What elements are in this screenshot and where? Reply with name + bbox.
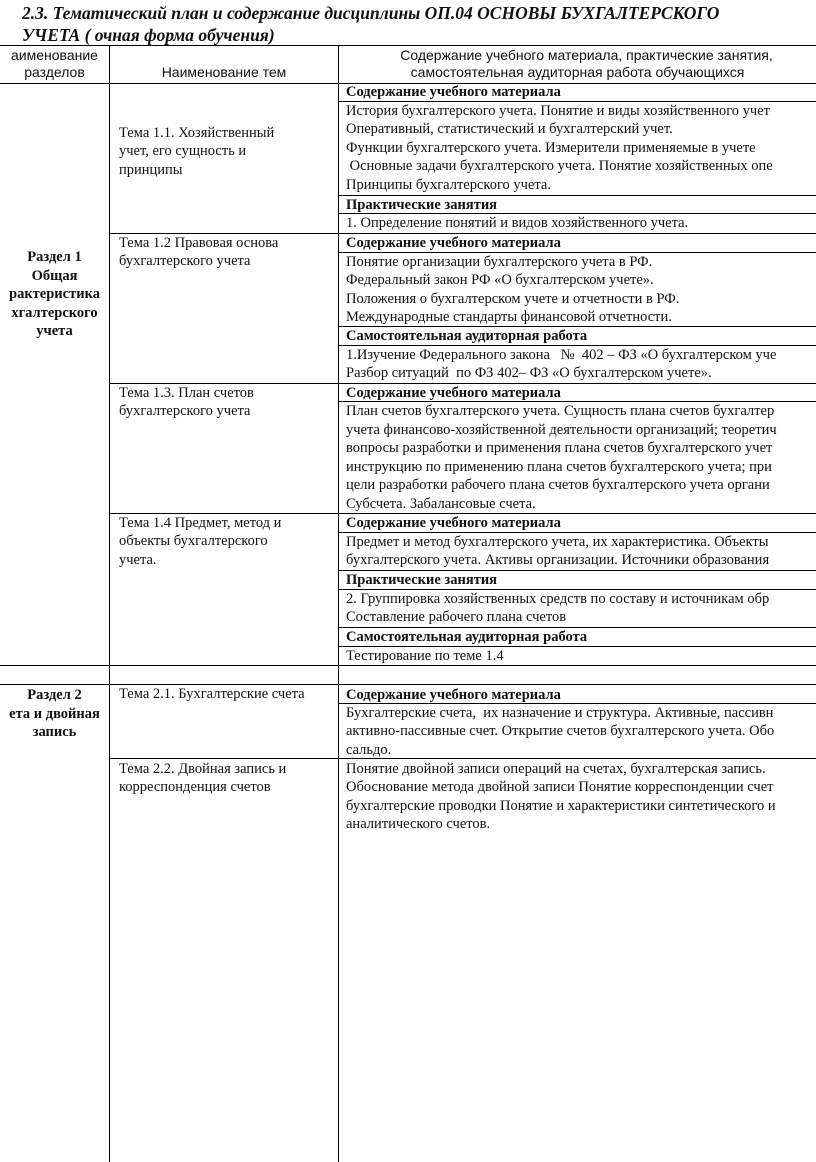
section-1-label — [0, 248, 109, 341]
block-lines — [346, 346, 816, 383]
header-col-content-line: самостоятельная аудиторная работа обучающихся — [410, 64, 745, 80]
block-lines — [346, 590, 816, 627]
content-line: 2. Группировка хозяйственных средств по составу и источникам обр — [346, 591, 770, 607]
block-lines — [346, 102, 816, 194]
section-label-line: хгалтерского — [11, 304, 98, 321]
table-vline-1 — [109, 45, 110, 1162]
section-2-label — [0, 686, 109, 742]
content-line: Понятие организации бухгалтерского учета в РФ. — [346, 254, 653, 270]
topic-name-line: Тема 1.2 Правовая основа — [119, 235, 279, 251]
block-heading: Содержание учебного материала — [346, 235, 561, 251]
content-line: бухгалтерского учета. Активы организации. Источники образования — [346, 552, 770, 569]
content-line: Предмет и метод бухгалтерского учета, их характеристика. Объекты — [346, 534, 769, 550]
content-line: Составление рабочего плана счетов — [346, 609, 567, 626]
header-col-sections-line: разделов — [24, 64, 85, 80]
content-line: учета финансово-хозяйственной деятельности организаций; теоретич — [346, 421, 777, 438]
block-lines — [346, 214, 816, 232]
topic-name-line: Тема 1.1. Хозяйственный — [119, 125, 275, 141]
section-label-line: Раздел 2 — [27, 687, 82, 703]
section-label-line: Общая — [31, 267, 78, 284]
block-heading: Практические занятия — [346, 572, 498, 588]
topic-2-2-name — [119, 760, 335, 797]
topic-name-line: Тема 2.1. Бухгалтерские счета — [119, 686, 305, 702]
content-line: Бухгалтерские счета, их назначение и структура. Активные, пассивн — [346, 705, 774, 721]
content-line: Положения о бухгалтерском учете и отчетности в РФ. — [346, 290, 680, 307]
section-label-line: ета и двойная — [9, 705, 100, 722]
section-label-line: рактеристика — [9, 286, 100, 302]
title-line-2: УЧЕТА ( очная форма обучения) — [22, 25, 275, 45]
topic-name-line: корреспонденция счетов — [119, 779, 271, 796]
section-label-line: учета — [36, 323, 73, 339]
section-label-line: Раздел 1 — [27, 249, 82, 265]
topic-name-line: Тема 2.2. Двойная запись и — [119, 761, 287, 777]
content-line: вопросы разработки и применения плана счетов бухгалтерского учет — [346, 440, 773, 457]
content-line: 1. Определение понятий и видов хозяйственного учета. — [346, 215, 689, 231]
content-line: активно-пассивные счет. Открытие счетов бухгалтерского учета. Обо — [346, 723, 775, 740]
block-lines — [346, 533, 816, 570]
block-lines — [346, 704, 816, 759]
header-col-topics-label: Наименование тем — [161, 64, 287, 80]
content-line: Обоснование метода двойной записи Понятие корреспонденции счет — [346, 779, 774, 796]
block-lines — [346, 402, 816, 514]
header-col-sections — [0, 47, 109, 81]
topic-name-line: учет, его сущность и — [119, 143, 247, 160]
content-line: цели разработки рабочего плана счетов бухгалтерского учета органи — [346, 477, 770, 494]
section-label-line: запись — [32, 724, 77, 740]
content-line: Оперативный, статистический и бухгалтерский учет. — [346, 121, 673, 138]
topic-name-line: учета. — [119, 551, 157, 568]
block-heading: Практические занятия — [346, 197, 498, 213]
block-lines — [346, 253, 816, 327]
topic-1-3-name — [119, 384, 335, 421]
header-col-content-line: Содержание учебного материала, практические занятия, — [400, 47, 773, 63]
content-line: Субсчета. Забалансовые счета. — [346, 495, 536, 512]
topic-2-1-name — [119, 685, 337, 703]
content-line: История бухгалтерского учета. Понятие и виды хозяйственного учет — [346, 103, 770, 119]
content-line: План счетов бухгалтерского учета. Сущность плана счетов бухгалтер — [346, 403, 775, 419]
topic-name-line: Тема 1.3. План счетов — [119, 385, 254, 401]
header-col-sections-line: аименование — [11, 47, 98, 63]
header-col-topics — [110, 64, 338, 81]
content-line: 1.Изучение Федерального закона № 402 – ФЗ «О бухгалтерском уче — [346, 347, 777, 363]
block-heading: Самостоятельная аудиторная работа — [346, 629, 588, 645]
content-line: Принципы бухгалтерского учета. — [346, 176, 551, 193]
topic-1-2-name — [119, 234, 335, 271]
block-heading: Самостоятельная аудиторная работа — [346, 328, 588, 344]
content-line: Тестирование по теме 1.4 — [346, 648, 504, 664]
content-line: бухгалтерские проводки Понятие и характеристики синтетического и — [346, 797, 776, 814]
topic-name-line: бухгалтерского учета — [119, 253, 251, 270]
block-lines — [346, 647, 816, 665]
block-heading: Содержание учебного материала — [346, 687, 561, 703]
content-line: аналитического счетов. — [346, 816, 491, 833]
content-line: Основные задачи бухгалтерского учета. Понятие хозяйственных опе — [346, 158, 773, 175]
content-line: Федеральный закон РФ «О бухгалтерском учете». — [346, 272, 654, 289]
topic-name-line: объекты бухгалтерского — [119, 533, 268, 550]
topic-1-1-name — [119, 124, 335, 179]
content-line: Международные стандарты финансовой отчетности. — [346, 309, 672, 326]
topic-name-line: бухгалтерского учета — [119, 403, 251, 420]
content-line: инструкцию по применению плана счетов бухгалтерского учета; при — [346, 458, 772, 475]
page-title — [22, 2, 816, 46]
content-line: Разбор ситуаций по ФЗ 402– ФЗ «О бухгалтерском учете». — [346, 365, 712, 382]
block-lines — [346, 760, 816, 834]
content-line: сальдо. — [346, 741, 392, 758]
content-line: Понятие двойной записи операций на счетах, бухгалтерская запись. — [346, 761, 766, 777]
block-heading: Содержание учебного материала — [346, 84, 561, 100]
title-line-1: 2.3. Тематический план и содержание дисциплины ОП.04 ОСНОВЫ БУХГАЛТЕРСКОГО — [22, 3, 720, 23]
block-heading: Содержание учебного материала — [346, 515, 561, 531]
table-top-border — [0, 45, 816, 46]
topic-name-line: принципы — [119, 161, 183, 178]
block-heading: Содержание учебного материала — [346, 385, 561, 401]
header-col-content — [339, 47, 816, 81]
content-line: Функции бухгалтерского учета. Измерители применяемые в учете — [346, 139, 756, 156]
topic-name-line: Тема 1.4 Предмет, метод и — [119, 515, 282, 531]
topic-1-4-name — [119, 514, 335, 569]
